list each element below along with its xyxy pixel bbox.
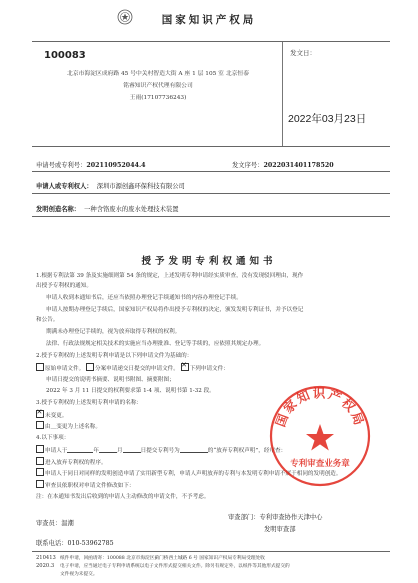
application-postal-code: 100083: [44, 50, 86, 61]
seal-arc-text: 国家知识产权局: [272, 385, 368, 429]
para-1g: 法律、行政法规规定相关技术的实施应当办理批准、登记等手续的，应依照其规定办理。: [46, 341, 265, 347]
para-2a: 申请日提交的说明书摘要、说明书附图、摘要附图；: [46, 377, 175, 383]
applicant: 深圳市源创鑫环保科技有限公司: [96, 183, 185, 190]
footer-note-2: 电子申请，应当通过电子专利申请系统以电子文件形式提交相关文件。除另有规定外，以纸件等其他形式提交的: [60, 564, 290, 569]
footer-note-3: 文件视为未提交。: [60, 572, 98, 577]
seal-bottom-text: 专利审查业务章: [290, 459, 350, 469]
waiver-text-3: 月: [117, 448, 123, 454]
para-1e: 和公告。: [36, 317, 59, 323]
option-changed-label: 由＿变更为上述名称。: [45, 424, 101, 430]
waiver-line2-label: 进入放弃专利权的程序。: [45, 460, 107, 466]
application-no-row: [36, 160, 146, 169]
checkbox-waiver: [36, 445, 44, 453]
field-rule-1: [32, 171, 390, 172]
application-no: 202110952044.4: [86, 162, 146, 169]
waiver-text-1: 申请人于: [45, 448, 68, 454]
phone-row: [36, 538, 114, 547]
doc-serial-label: 发文序号：: [232, 162, 264, 169]
waiver-text-2: 年: [93, 448, 99, 454]
field-rule-3: [32, 216, 390, 217]
option-same-day-label: 申请人于同日对同样的发明创造申请了实用新型专利，申请人声明放弃的专利与本发明专利申请不属于相同的发明创造。: [45, 471, 342, 477]
para-1f: 期满未办理登记手续的，视为放弃取得专利权的权利。: [46, 329, 181, 335]
para-4: 4.以下事项：: [36, 435, 70, 441]
address-line-2: 铭睿知识产权代理有限公司: [123, 83, 193, 89]
para-3: 3.授予专利权的上述发明专利申请的名称：: [36, 400, 143, 406]
checkbox-changed: [36, 421, 44, 429]
office-name: 国家知识产权局: [161, 14, 257, 26]
send-date: 2022年03月23日: [288, 113, 367, 125]
checkbox-same-day: [36, 468, 44, 476]
option-changed: [36, 421, 101, 430]
blank-month: [99, 447, 117, 453]
waiver-text-5: 的“放弃专利权声明”，经审查：: [207, 448, 287, 454]
checkbox-divisional: [86, 363, 94, 371]
applicant-row: [36, 181, 185, 190]
doc-serial-row: [232, 160, 334, 169]
para-1a: 1.根据专利法第 39 条及实施细则第 54 条的规定，上述发明专利申请经实质审查，没有发现驳回理由，现作: [36, 273, 304, 279]
examiner-label: 审查员：: [36, 520, 62, 527]
phone-label: 联系电话：: [36, 540, 68, 547]
svg-text:国家知识产权局: [272, 386, 367, 429]
send-date-label: 发文日：: [290, 49, 316, 57]
option-following-label: 下列申请文件：: [189, 366, 229, 372]
form-year: 2020.3: [36, 563, 55, 569]
para-1d: 申请人按期办理登记手续后，国家知识产权局将作出授予专利权的决定，颁发发明专利证书，并予以登记: [46, 307, 304, 313]
option-unchanged: [36, 410, 67, 419]
invention-title: 一种含铬废水的废水处理技术装置: [84, 206, 179, 213]
header-divider: [282, 42, 283, 146]
doc-serial: 2022031401178520: [263, 162, 334, 169]
notice-title: 授予发明专利权通知书: [141, 256, 277, 267]
invention-label: 发明创造名称：: [36, 206, 81, 213]
option-unchanged-label: 未变更。: [45, 413, 68, 419]
examining-division: 发明审查部: [264, 526, 296, 533]
official-seal-stamp: [268, 384, 372, 488]
address-line-1: 北京市海淀区成府路 45 号中关村智造大街 A 座 1 层 105 室 北京恒泰: [66, 71, 250, 77]
option-divisional-label: 分案申请递交日提交的申请文件。: [94, 366, 179, 372]
checkbox-unchanged: [36, 410, 44, 418]
examiner-name: 温潮: [61, 520, 74, 527]
option-waiver: [36, 445, 286, 454]
recipient: 王雨(17107736243): [129, 95, 187, 101]
blank-patent-no: [180, 447, 208, 453]
para-5: 注：在本通知书发出后收到的申请人主动修改的申请文件，不予考虑。: [36, 494, 210, 500]
para-1c: 申请人收到本通知书后，还应当依照办理登记手续通知书的内容办理登记手续。: [46, 295, 242, 301]
form-no: 210413: [36, 555, 56, 561]
phone-number: 010-53962785: [67, 540, 114, 547]
option-ex-officio-label: 审查员依职权对申请文件修改如下：: [45, 483, 135, 489]
header-bottom-rule: [32, 146, 390, 147]
blank-day: [123, 447, 141, 453]
para-1b: 出授予专利权的通知。: [36, 283, 92, 289]
seal-star-icon: [306, 424, 334, 451]
checkbox-original: [36, 363, 44, 371]
checkbox-ex-officio: [36, 480, 44, 488]
option-original-label: 原始申请文件。: [45, 366, 85, 372]
para-2b: 2022 年 3 月 11 日提交的权利要求第 1-4 项、说明书第 1-32 段。: [46, 388, 215, 394]
waiver-text-4: 日提交专利号为: [140, 448, 180, 454]
para-2: 2.授予专利权的上述发明专利申请是以下列申请文件为基础的：: [36, 353, 193, 359]
blank-year: [67, 447, 93, 453]
header-top-rule: [32, 41, 390, 42]
examiner-row: [36, 518, 74, 527]
checkbox-waiver-proceed: [36, 457, 44, 465]
field-rule-2: [32, 193, 390, 194]
application-no-label: 申请号或专利号：: [36, 162, 87, 169]
option-ex-officio: [36, 480, 135, 489]
option-waiver-line2: [36, 457, 107, 466]
invention-row: [36, 204, 179, 213]
footer-rule: [32, 551, 390, 552]
basis-options: [36, 363, 229, 372]
applicant-label: 申请人或专利权人：: [36, 183, 93, 190]
examining-department: 审查部门：专利审查协作天津中心: [228, 514, 323, 521]
checkbox-following: [181, 363, 189, 371]
footer-note-1: 纸件申请，回函请寄：100088 北京市海淀区蓟门桥西土城路 6 号 国家知识产权局专利局受理处收: [60, 556, 265, 561]
